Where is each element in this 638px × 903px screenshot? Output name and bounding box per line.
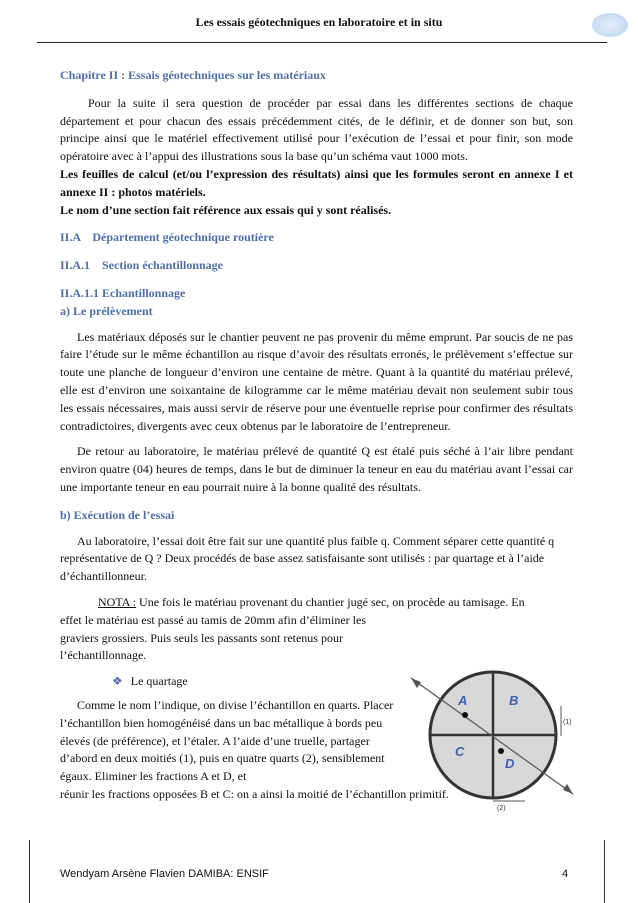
- running-header: Les essais géotechniques en laboratoire et in situ: [195, 15, 443, 29]
- nota-paragraph: [60, 594, 573, 612]
- dot-a: [462, 712, 468, 718]
- arrow-head-bottom-right: [563, 784, 573, 794]
- page-number: 4: [562, 868, 569, 880]
- marker-2-label: (2): [497, 805, 506, 812]
- paragraph-prelevement-2: De retour au laboratoire, le matériau prélevé de quantité Q est étalé puis séché à l’air libre pendant environ quatre (04) heures de temps, dans le but de diminuer la teneur en eau du matériau avant l’essai car une importante teneur en eau pourrait nuire à la bonne qualité des résultats.: [60, 444, 573, 494]
- subsection-heading-a: a) Le prélèvement: [60, 303, 153, 318]
- intro-paragraph: Pour la suite il sera question de procéder par essai dans les différentes sections de chaque département et pour chacun des essais précédemment cités, de le définir, et de donner son but, son principe ainsi que le matériel effectivement utilisé pour l’exécution de l’essai et pour finir, son mode opératoire avec à l’appui des illustrations sous la base qu’un schéma vaut 1000 mots.: [60, 95, 573, 164]
- quarter-label-c: C: [455, 744, 465, 759]
- paragraph-prelevement-1: Les matériaux déposés sur le chantier peuvent ne pas provenir du même emprunt. Par soucis de ne pas faire l’étude sur le même échantillon au risque d’avoir des résultats erronés, le prélèvement s’effectue sur toute une planche de longueur d’environ une centaine de mètre. Quant à la quantité du matériau prélevé, elle est d’environ une soixantaine de kilogramme car le même matériau devait non seulement subir tous les essais nécessaires, mais aussi servir de réserve pour une éventuelle reprise pour confirmer des résultats contradictoires, divergents avec ceux obtenus par le laboratoire de l’entrepreneur.: [60, 329, 573, 433]
- header-decoration: [592, 13, 628, 37]
- nota-text-line1: Une fois le matériau provenant du chantier jugé sec, on procède au tamisage. En: [136, 594, 525, 609]
- section-heading-IIA1: II.A.1 Section échantillonnage: [60, 258, 224, 273]
- footer-author: Wendyam Arsène Flavien DAMIBA: ENSIF: [60, 868, 269, 880]
- arrow-head-top-left: [411, 678, 421, 688]
- quarter-label-b: B: [509, 693, 519, 708]
- quarter-label-d: D: [505, 756, 515, 771]
- paragraph-execution: Au laboratoire, l’essai doit être fait sur une quantité plus faible q. Comment séparer cette quantité q représentative de Q ? Deux procédés de base assez satisfaisante sont utilisés : par quartage et à l’aide d’échantillonneur.: [60, 533, 555, 584]
- intro-bold-line-1: Les feuilles de calcul (et/ou l’expression des résultats) ainsi que les formules seront en annexe I et annexe II : photos matériels.: [60, 166, 573, 199]
- quartage-diagram: [405, 658, 580, 813]
- paragraph-quartage: Comme le nom l’indique, on divise l’échantillon en quarts. Placer l’échantillon bien homogénéisé dans un bac métallique à bords peu élevés (de préférence), et l’étaler. A l’aide d’une truelle, partager d’abord en deux moitiés (1), puis en quatre quarts (2), sensiblement égaux. Eliminer les fractions A et D, et: [60, 697, 394, 784]
- dot-d: [498, 748, 504, 754]
- quarter-label-a: A: [458, 693, 468, 708]
- nota-text-rest: effet le matériau est passé au tamis de 20mm afin d’éliminer les graviers grossiers. Puis seuls les passants sont retenus pour l’échantillonnage.: [60, 612, 367, 663]
- marker-1-label: (1): [563, 719, 572, 726]
- diamond-bullet-icon: ❖: [112, 674, 123, 689]
- nota-label: NOTA :: [98, 594, 137, 609]
- section-heading-IIA11: II.A.1.1 Echantillonnage: [60, 285, 186, 300]
- intro-bold-line-2: Le nom d’une section fait référence aux essais qui y sont réalisés.: [60, 202, 392, 217]
- header-rule: [37, 42, 607, 43]
- chapter-title: Chapitre II : Essais géotechniques sur les matériaux: [60, 68, 326, 82]
- bullet-label: Le quartage: [130, 674, 188, 689]
- paragraph-quartage-end: réunir les fractions opposées B et C: on a ainsi la moitié de l’échantillon primitif.: [60, 786, 449, 801]
- subsection-heading-b: b) Exécution de l’essai: [60, 507, 175, 522]
- section-heading-IIA: II.A Département géotechnique routière: [60, 230, 274, 245]
